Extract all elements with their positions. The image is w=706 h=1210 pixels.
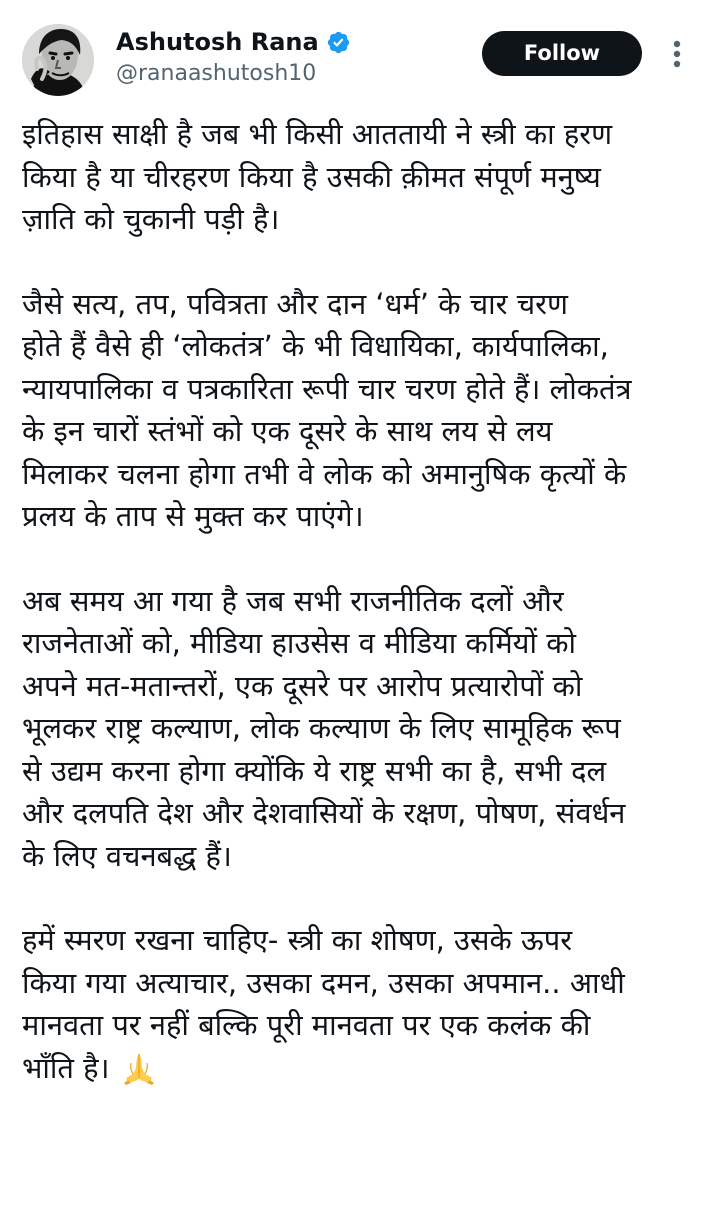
profile-photo-icon[interactable] [22,24,94,96]
tweet-line: राजनेताओं को, मीडिया हाउसेस व मीडिया कर्मियों को [22,626,576,660]
tweet-line: के लिए वचनबद्ध हैं। [22,838,232,873]
tweet-line: भाँति है। [22,1050,110,1085]
tweet-line: मिलाकर चलना होगा तभी वे लोक को अमानुषिक कृत्यों के [22,456,627,491]
tweet-paragraph-4 [22,919,686,1089]
tweet-paragraph-2 [22,283,686,538]
more-options-button[interactable] [660,37,694,71]
tweet-line: न्यायपालिका व पत्रकारिता रूपी चार चरण होते हैं। लोकतंत्र [22,371,632,406]
tweet-line: होते हैं वैसे ही ‘लोकतंत्र’ के भी विधायिका, कार्यपालिका, [22,329,609,363]
author-handle[interactable]: @ranaashutosh10 [116,61,317,86]
tweet-line: भूलकर राष्ट्र कल्याण, लोक कल्याण के लिए सामूहिक रूप [22,711,621,745]
tweet-last-line [22,1047,686,1090]
tweet-line: से उद्यम करना होगा क्योंकि ये राष्ट्र सभी का है, सभी दल [22,753,607,788]
tweet-line: किया है या चीरहरण किया है उसकी क़ीमत संपूर्ण मनुष्य [22,159,601,194]
tweet-line: अब समय आ गया है जब सभी राजनीतिक दलों और [22,583,564,618]
tweet-paragraph-1 [22,113,686,241]
tweet-paragraph-3 [22,580,686,878]
author-identity [116,26,466,89]
tweet-line: प्रलय के ताप से मुक्त कर पाएंगे। [22,499,364,533]
folded-hands-icon [121,1050,157,1086]
avatar-portrait-icon [22,24,94,96]
tweet-line: के इन चारों स्तंभों को एक दूसरे के साथ लय से लय [22,414,553,448]
author-name[interactable]: Ashutosh Rana [116,28,319,56]
verified-badge-icon [326,30,351,55]
tweet-line: किया गया अत्याचार, उसका दमन, उसका अपमान.. आधी [22,965,625,1000]
tweet-line: इतिहास साक्षी है जब भी किसी आततायी ने स्त्री का हरण [22,117,613,151]
more-options-icon [660,37,694,71]
tweet-header [0,0,706,104]
author-name-row [116,26,466,58]
tweet-line: अपने मत-मतान्तरों, एक दूसरे पर आरोप प्रत्यारोपों को [22,668,583,703]
follow-button[interactable]: Follow [482,31,642,76]
tweet-line: मानवता पर नहीं बल्कि पूरी मानवता पर एक कलंक की [22,1008,591,1042]
tweet-text [22,113,686,1131]
tweet-line: ज़ाति को चुकानी पड़ी है। [22,202,280,236]
tweet-line: और दलपति देश और देशवासियों के रक्षण, पोषण, संवर्धन [22,796,626,830]
tweet-line: जैसे सत्य, तप, पवित्रता और दान ‘धर्म’ के चार चरण [22,286,568,321]
tweet-line: हमें स्मरण रखना चाहिए- स्त्री का शोषण, उसके ऊपर [22,923,573,957]
